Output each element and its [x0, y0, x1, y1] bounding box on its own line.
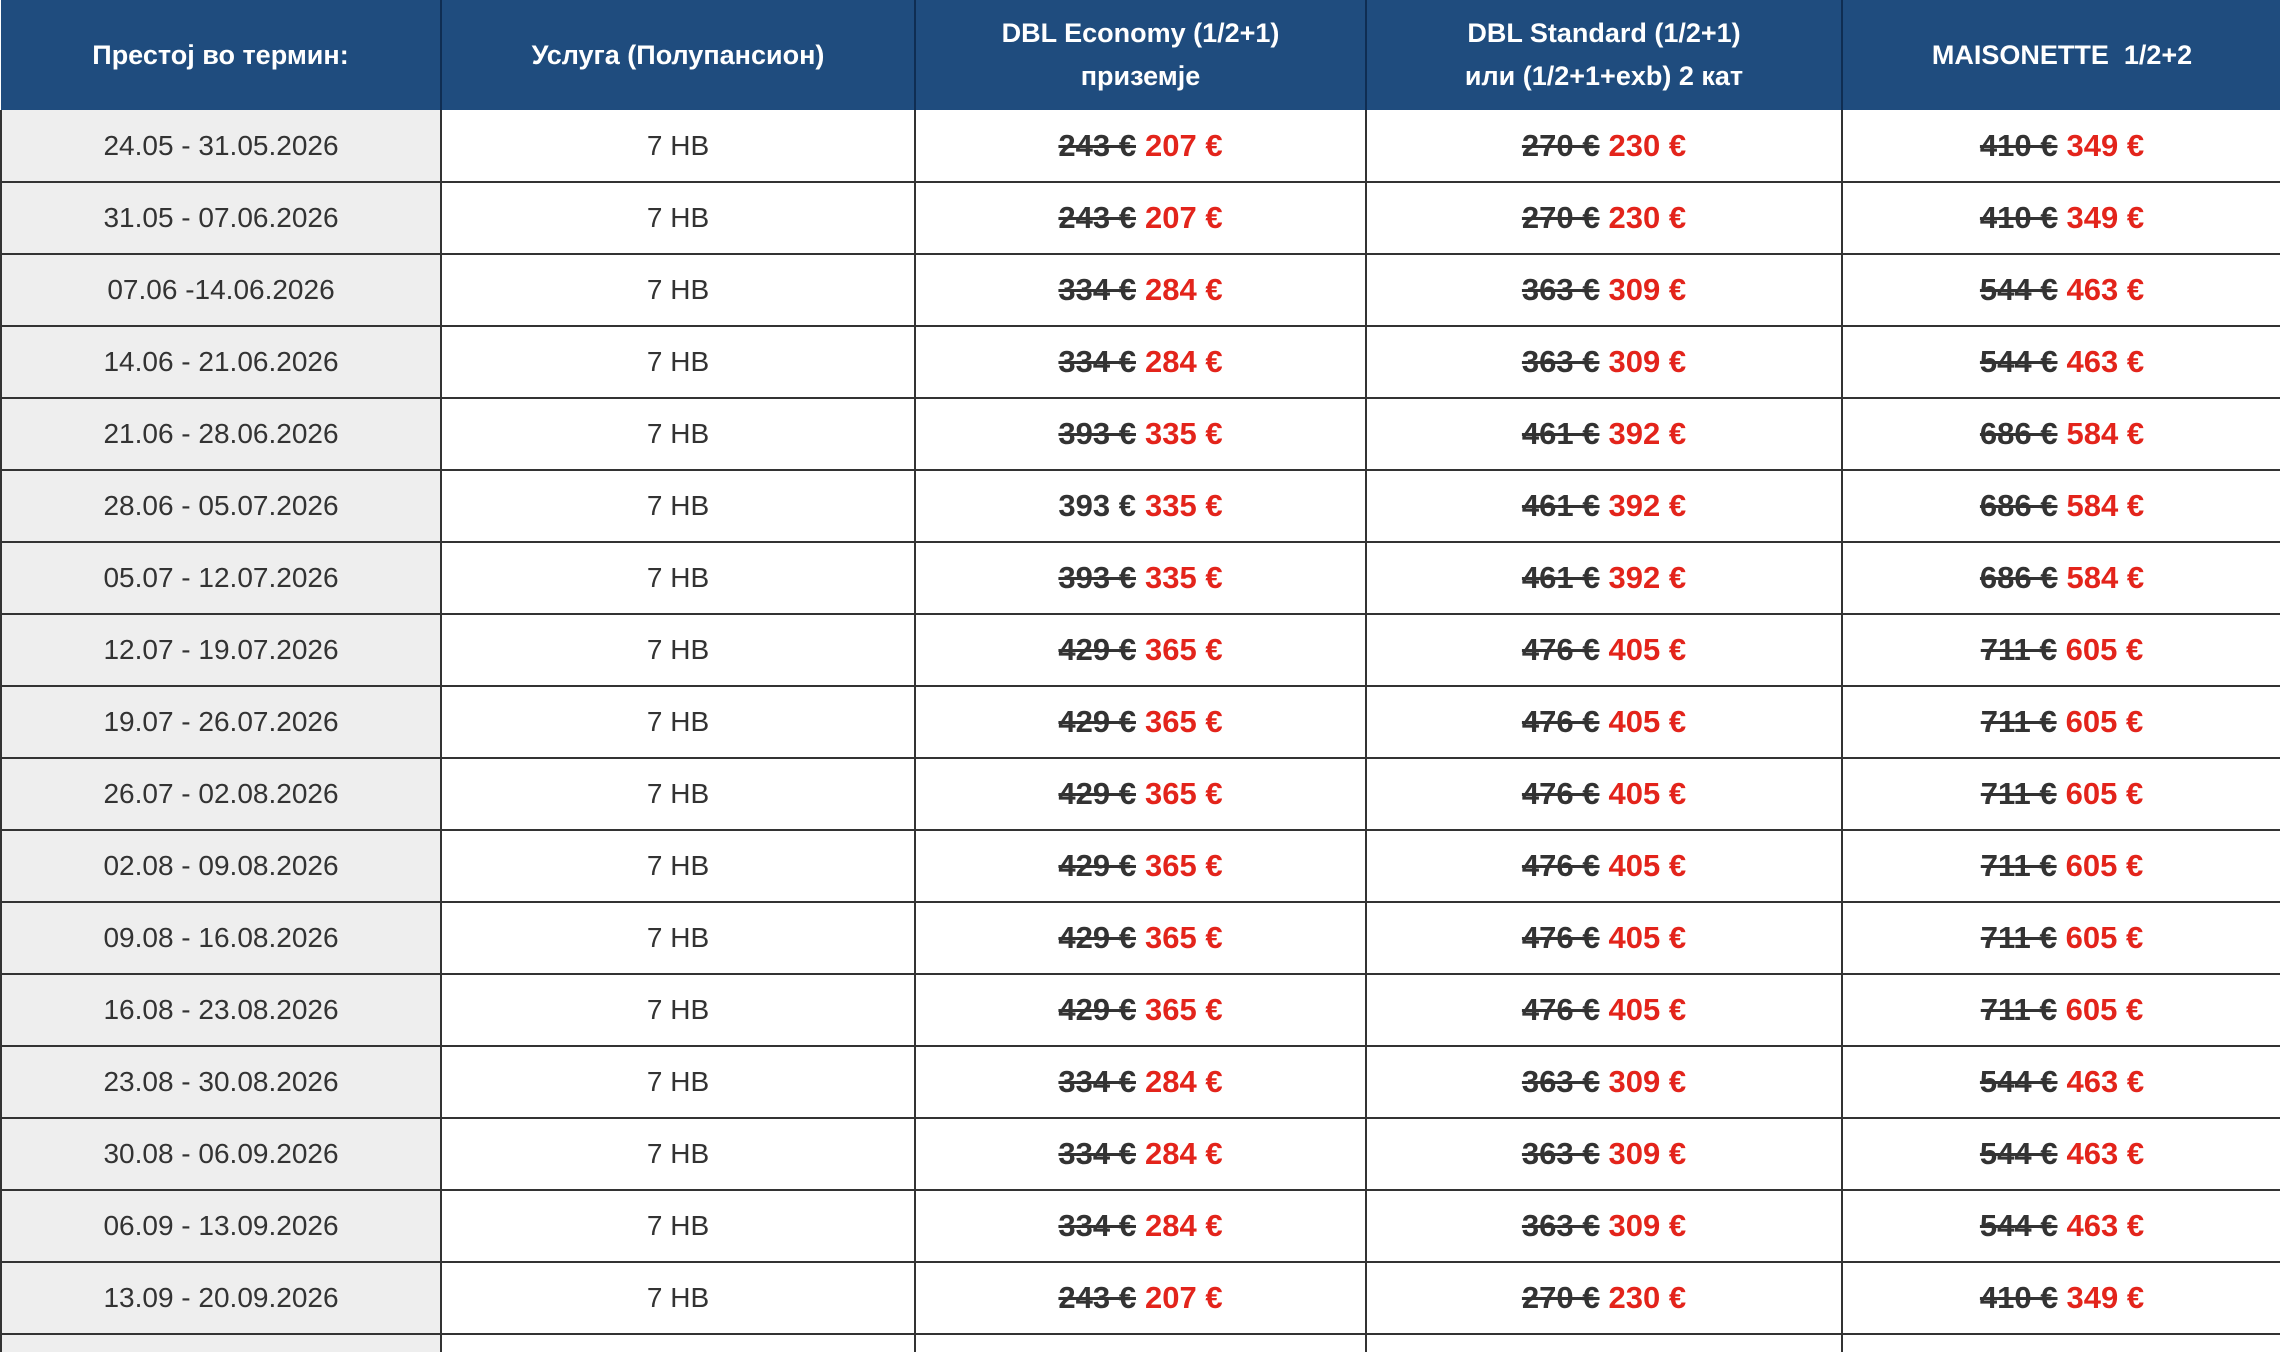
old-price: 363 € — [1521, 1064, 1600, 1099]
table-header — [1, 0, 2280, 110]
old-price: 461 € — [1521, 560, 1600, 595]
table-row — [1, 1118, 2280, 1190]
header-row — [1, 0, 2280, 110]
price-cell-economy — [915, 110, 1366, 182]
table-row — [1, 902, 2280, 974]
old-price: 243 € — [1058, 1280, 1136, 1315]
old-price: 410 € — [1979, 127, 2058, 163]
header-room-standard — [1366, 0, 1842, 110]
header-room-economy-line-1: DBL Economy (1/2+1) — [1001, 18, 1280, 48]
old-price: 711 € — [1980, 704, 2057, 739]
price-cell-standard — [1366, 902, 1842, 974]
new-price: 230 € — [1608, 200, 1687, 235]
new-price: 349 € — [2066, 200, 2145, 235]
new-price: 207 € — [1145, 200, 1223, 235]
new-price: 405 € — [1608, 920, 1687, 955]
price-cell-standard — [1366, 326, 1842, 398]
new-price: 392 € — [1608, 416, 1687, 451]
new-price: 405 € — [1608, 992, 1687, 1027]
old-price: 334 € — [1058, 1208, 1136, 1243]
header-room-standard-line-1: DBL Standard (1/2+1) — [1467, 18, 1741, 48]
header-room-maisonette-line: MAISONETTE 1/2+2 — [1931, 39, 2193, 70]
old-price: 711 € — [1980, 848, 2057, 883]
old-price: 544 € — [1979, 1064, 2058, 1099]
new-price: 463 € — [2066, 1064, 2145, 1099]
old-price: 334 € — [1058, 1136, 1136, 1171]
new-price: 365 € — [1145, 704, 1223, 739]
partial-cell — [1366, 1334, 1842, 1352]
old-price: 363 € — [1521, 272, 1600, 307]
term-cell: 31.05 - 07.06.2026 — [1, 182, 441, 254]
new-price: 284 € — [1145, 1064, 1223, 1099]
price-cell-standard — [1366, 1190, 1842, 1262]
new-price: 207 € — [1145, 127, 1223, 163]
old-price: 429 € — [1058, 704, 1136, 739]
price-cell-maisonette — [1842, 182, 2280, 254]
table-row — [1, 254, 2280, 326]
old-price: 476 € — [1521, 848, 1600, 883]
table-row — [1, 758, 2280, 830]
old-price: 544 € — [1979, 344, 2058, 379]
table-row — [1, 326, 2280, 398]
term-cell: 05.07 - 12.07.2026 — [1, 542, 441, 614]
partial-cell — [1842, 1334, 2280, 1352]
new-price: 392 € — [1608, 560, 1687, 595]
service-cell: 7 HB — [441, 758, 915, 830]
old-price: 393 € — [1058, 416, 1136, 451]
price-cell-maisonette — [1842, 1118, 2280, 1190]
price-cell-economy — [915, 902, 1366, 974]
service-cell: 7 HB — [441, 614, 915, 686]
new-price: 463 € — [2066, 1136, 2145, 1171]
term-cell: 09.08 - 16.08.2026 — [1, 902, 441, 974]
service-cell: 7 HB — [441, 974, 915, 1046]
new-price: 605 € — [2065, 848, 2144, 883]
header-service — [441, 0, 915, 110]
header-term — [1, 0, 441, 110]
table-row — [1, 110, 2280, 182]
old-price: 711 € — [1980, 992, 2057, 1027]
old-price: 429 € — [1058, 776, 1136, 811]
price-cell-maisonette — [1842, 758, 2280, 830]
old-price: 544 € — [1979, 272, 2058, 307]
term-cell: 06.09 - 13.09.2026 — [1, 1190, 441, 1262]
price-cell-maisonette — [1842, 398, 2280, 470]
table-row — [1, 398, 2280, 470]
new-price: 309 € — [1608, 1208, 1687, 1243]
table-row — [1, 182, 2280, 254]
new-price: 349 € — [2066, 1280, 2145, 1315]
old-price: 461 € — [1521, 488, 1600, 523]
price-cell-standard — [1366, 830, 1842, 902]
price-cell-maisonette — [1842, 326, 2280, 398]
old-price: 429 € — [1058, 920, 1136, 955]
new-price: 230 € — [1608, 1280, 1687, 1315]
new-price: 463 € — [2066, 272, 2145, 307]
price-cell-economy — [915, 326, 1366, 398]
header-service-line: Услуга (Полупансион) — [531, 39, 825, 70]
old-price: 243 € — [1058, 127, 1136, 163]
new-price: 365 € — [1145, 848, 1223, 883]
old-price: 686 € — [1979, 416, 2058, 451]
old-price: 363 € — [1521, 1136, 1600, 1171]
service-cell: 7 HB — [441, 1262, 915, 1334]
old-price: 270 € — [1521, 1280, 1600, 1315]
term-cell: 21.06 - 28.06.2026 — [1, 398, 441, 470]
term-cell: 19.07 - 26.07.2026 — [1, 686, 441, 758]
service-cell: 7 HB — [441, 326, 915, 398]
price-cell-maisonette — [1842, 470, 2280, 542]
new-price: 309 € — [1608, 344, 1687, 379]
new-price: 405 € — [1608, 848, 1687, 883]
new-price: 365 € — [1145, 920, 1223, 955]
new-price: 335 € — [1145, 560, 1223, 595]
new-price: 605 € — [2065, 632, 2144, 667]
price-cell-maisonette — [1842, 902, 2280, 974]
partial-cell — [441, 1334, 915, 1352]
new-price: 463 € — [2066, 344, 2145, 379]
old-price: 429 € — [1058, 632, 1136, 667]
new-price: 365 € — [1145, 992, 1223, 1027]
price-cell-standard — [1366, 686, 1842, 758]
term-cell: 28.06 - 05.07.2026 — [1, 470, 441, 542]
price-cell-economy — [915, 398, 1366, 470]
table-row — [1, 1046, 2280, 1118]
service-cell: 7 HB — [441, 254, 915, 326]
old-price: 686 € — [1979, 488, 2058, 523]
table-row-partial — [1, 1334, 2280, 1352]
old-price: 476 € — [1521, 992, 1600, 1027]
old-price: 270 € — [1521, 127, 1600, 163]
price-cell-maisonette — [1842, 614, 2280, 686]
price-cell-economy — [915, 830, 1366, 902]
price-cell-standard — [1366, 542, 1842, 614]
new-price: 309 € — [1608, 1136, 1687, 1171]
new-price: 284 € — [1145, 344, 1223, 379]
price-cell-maisonette — [1842, 254, 2280, 326]
old-price: 476 € — [1521, 920, 1600, 955]
price-cell-economy — [915, 542, 1366, 614]
price-cell-maisonette — [1842, 542, 2280, 614]
price-cell-maisonette — [1842, 110, 2280, 182]
price-cell-standard — [1366, 974, 1842, 1046]
price-cell-economy — [915, 758, 1366, 830]
old-price: 334 € — [1058, 1064, 1136, 1099]
term-cell: 26.07 - 02.08.2026 — [1, 758, 441, 830]
new-price: 392 € — [1608, 488, 1687, 523]
old-price: 711 € — [1980, 776, 2057, 811]
old-price: 270 € — [1521, 200, 1600, 235]
price-cell-maisonette — [1842, 1190, 2280, 1262]
old-price: 334 € — [1058, 344, 1136, 379]
service-cell: 7 HB — [441, 902, 915, 974]
table-row — [1, 974, 2280, 1046]
service-cell: 7 HB — [441, 1190, 915, 1262]
new-price: 584 € — [2066, 416, 2145, 451]
term-cell: 13.09 - 20.09.2026 — [1, 1262, 441, 1334]
table-row — [1, 686, 2280, 758]
price-cell-standard — [1366, 1118, 1842, 1190]
price-cell-maisonette — [1842, 686, 2280, 758]
table-row — [1, 1262, 2280, 1334]
term-cell: 16.08 - 23.08.2026 — [1, 974, 441, 1046]
new-price: 335 € — [1145, 416, 1223, 451]
partial-cell — [1, 1334, 441, 1352]
price-cell-economy — [915, 1262, 1366, 1334]
header-room-maisonette — [1842, 0, 2280, 110]
old-price: 476 € — [1521, 704, 1600, 739]
new-price: 405 € — [1608, 704, 1687, 739]
price-cell-economy — [915, 1046, 1366, 1118]
old-price: 461 € — [1521, 416, 1600, 451]
price-cell-standard — [1366, 758, 1842, 830]
service-cell: 7 HB — [441, 542, 915, 614]
new-price: 230 € — [1608, 127, 1687, 163]
old-price: 544 € — [1979, 1136, 2058, 1171]
term-cell: 12.07 - 19.07.2026 — [1, 614, 441, 686]
new-price: 584 € — [2066, 560, 2145, 595]
old-price: 476 € — [1521, 632, 1600, 667]
new-price: 335 € — [1145, 488, 1223, 523]
term-cell: 30.08 - 06.09.2026 — [1, 1118, 441, 1190]
service-cell: 7 HB — [441, 182, 915, 254]
new-price: 605 € — [2065, 776, 2144, 811]
service-cell: 7 HB — [441, 686, 915, 758]
price-cell-economy — [915, 1118, 1366, 1190]
old-price: 243 € — [1058, 200, 1136, 235]
new-price: 207 € — [1145, 1280, 1223, 1315]
price-cell-standard — [1366, 1046, 1842, 1118]
old-price: 711 € — [1980, 920, 2057, 955]
old-price: 410 € — [1979, 200, 2058, 235]
term-cell: 23.08 - 30.08.2026 — [1, 1046, 441, 1118]
old-price: 544 € — [1979, 1208, 2058, 1243]
header-room-standard-line-2: или (1/2+1+exb) 2 кат — [1464, 61, 1744, 91]
price-cell-maisonette — [1842, 830, 2280, 902]
table-row — [1, 470, 2280, 542]
new-price: 284 € — [1145, 1136, 1223, 1171]
price-cell-maisonette — [1842, 974, 2280, 1046]
price-cell-economy — [915, 1190, 1366, 1262]
term-cell: 14.06 - 21.06.2026 — [1, 326, 441, 398]
new-price: 405 € — [1608, 632, 1687, 667]
new-price: 309 € — [1608, 1064, 1687, 1099]
service-cell: 7 HB — [441, 110, 915, 182]
old-price: 429 € — [1058, 848, 1136, 883]
price-cell-economy — [915, 686, 1366, 758]
new-price: 365 € — [1145, 632, 1223, 667]
service-cell: 7 HB — [441, 1046, 915, 1118]
new-price: 584 € — [2066, 488, 2145, 523]
old-price: 393 € — [1058, 560, 1136, 595]
table-row — [1, 1190, 2280, 1262]
term-cell: 07.06 -14.06.2026 — [1, 254, 441, 326]
old-price: 334 € — [1058, 272, 1136, 307]
old-price: 476 € — [1521, 776, 1600, 811]
old-price: 429 € — [1058, 992, 1136, 1027]
table-body — [1, 110, 2280, 1352]
new-price: 365 € — [1145, 776, 1223, 811]
price-cell-maisonette — [1842, 1046, 2280, 1118]
price-cell-economy — [915, 974, 1366, 1046]
new-price: 605 € — [2065, 992, 2144, 1027]
new-price: 605 € — [2065, 704, 2144, 739]
price-cell-standard — [1366, 182, 1842, 254]
header-term-line: Престој во термин: — [92, 39, 349, 70]
service-cell: 7 HB — [441, 470, 915, 542]
price-cell-standard — [1366, 254, 1842, 326]
new-price: 405 € — [1608, 776, 1687, 811]
old-price: 711 € — [1980, 632, 2057, 667]
old-price: 363 € — [1521, 344, 1600, 379]
table-row — [1, 542, 2280, 614]
price-cell-maisonette — [1842, 1262, 2280, 1334]
price-cell-economy — [915, 470, 1366, 542]
price-cell-standard — [1366, 1262, 1842, 1334]
price-cell-economy — [915, 182, 1366, 254]
price-cell-economy — [915, 614, 1366, 686]
new-price: 284 € — [1145, 272, 1223, 307]
term-cell: 24.05 - 31.05.2026 — [1, 110, 441, 182]
new-price: 349 € — [2066, 127, 2145, 163]
price-cell-standard — [1366, 110, 1842, 182]
new-price: 605 € — [2065, 920, 2144, 955]
header-room-economy-line-2: приземје — [1080, 61, 1201, 91]
header-room-economy — [915, 0, 1366, 110]
old-price: 686 € — [1979, 560, 2058, 595]
table-row — [1, 830, 2280, 902]
service-cell: 7 HB — [441, 398, 915, 470]
old-price: 363 € — [1521, 1208, 1600, 1243]
service-cell: 7 HB — [441, 830, 915, 902]
new-price: 463 € — [2066, 1208, 2145, 1243]
service-cell: 7 HB — [441, 1118, 915, 1190]
old-price: 410 € — [1979, 1280, 2058, 1315]
new-price: 309 € — [1608, 272, 1687, 307]
term-cell: 02.08 - 09.08.2026 — [1, 830, 441, 902]
price-cell-economy — [915, 254, 1366, 326]
table-row — [1, 614, 2280, 686]
price-cell-standard — [1366, 614, 1842, 686]
new-price: 284 € — [1145, 1208, 1223, 1243]
price-cell-standard — [1366, 398, 1842, 470]
partial-cell — [915, 1334, 1366, 1352]
price-cell-standard — [1366, 470, 1842, 542]
old-price: 393 € — [1058, 488, 1136, 523]
